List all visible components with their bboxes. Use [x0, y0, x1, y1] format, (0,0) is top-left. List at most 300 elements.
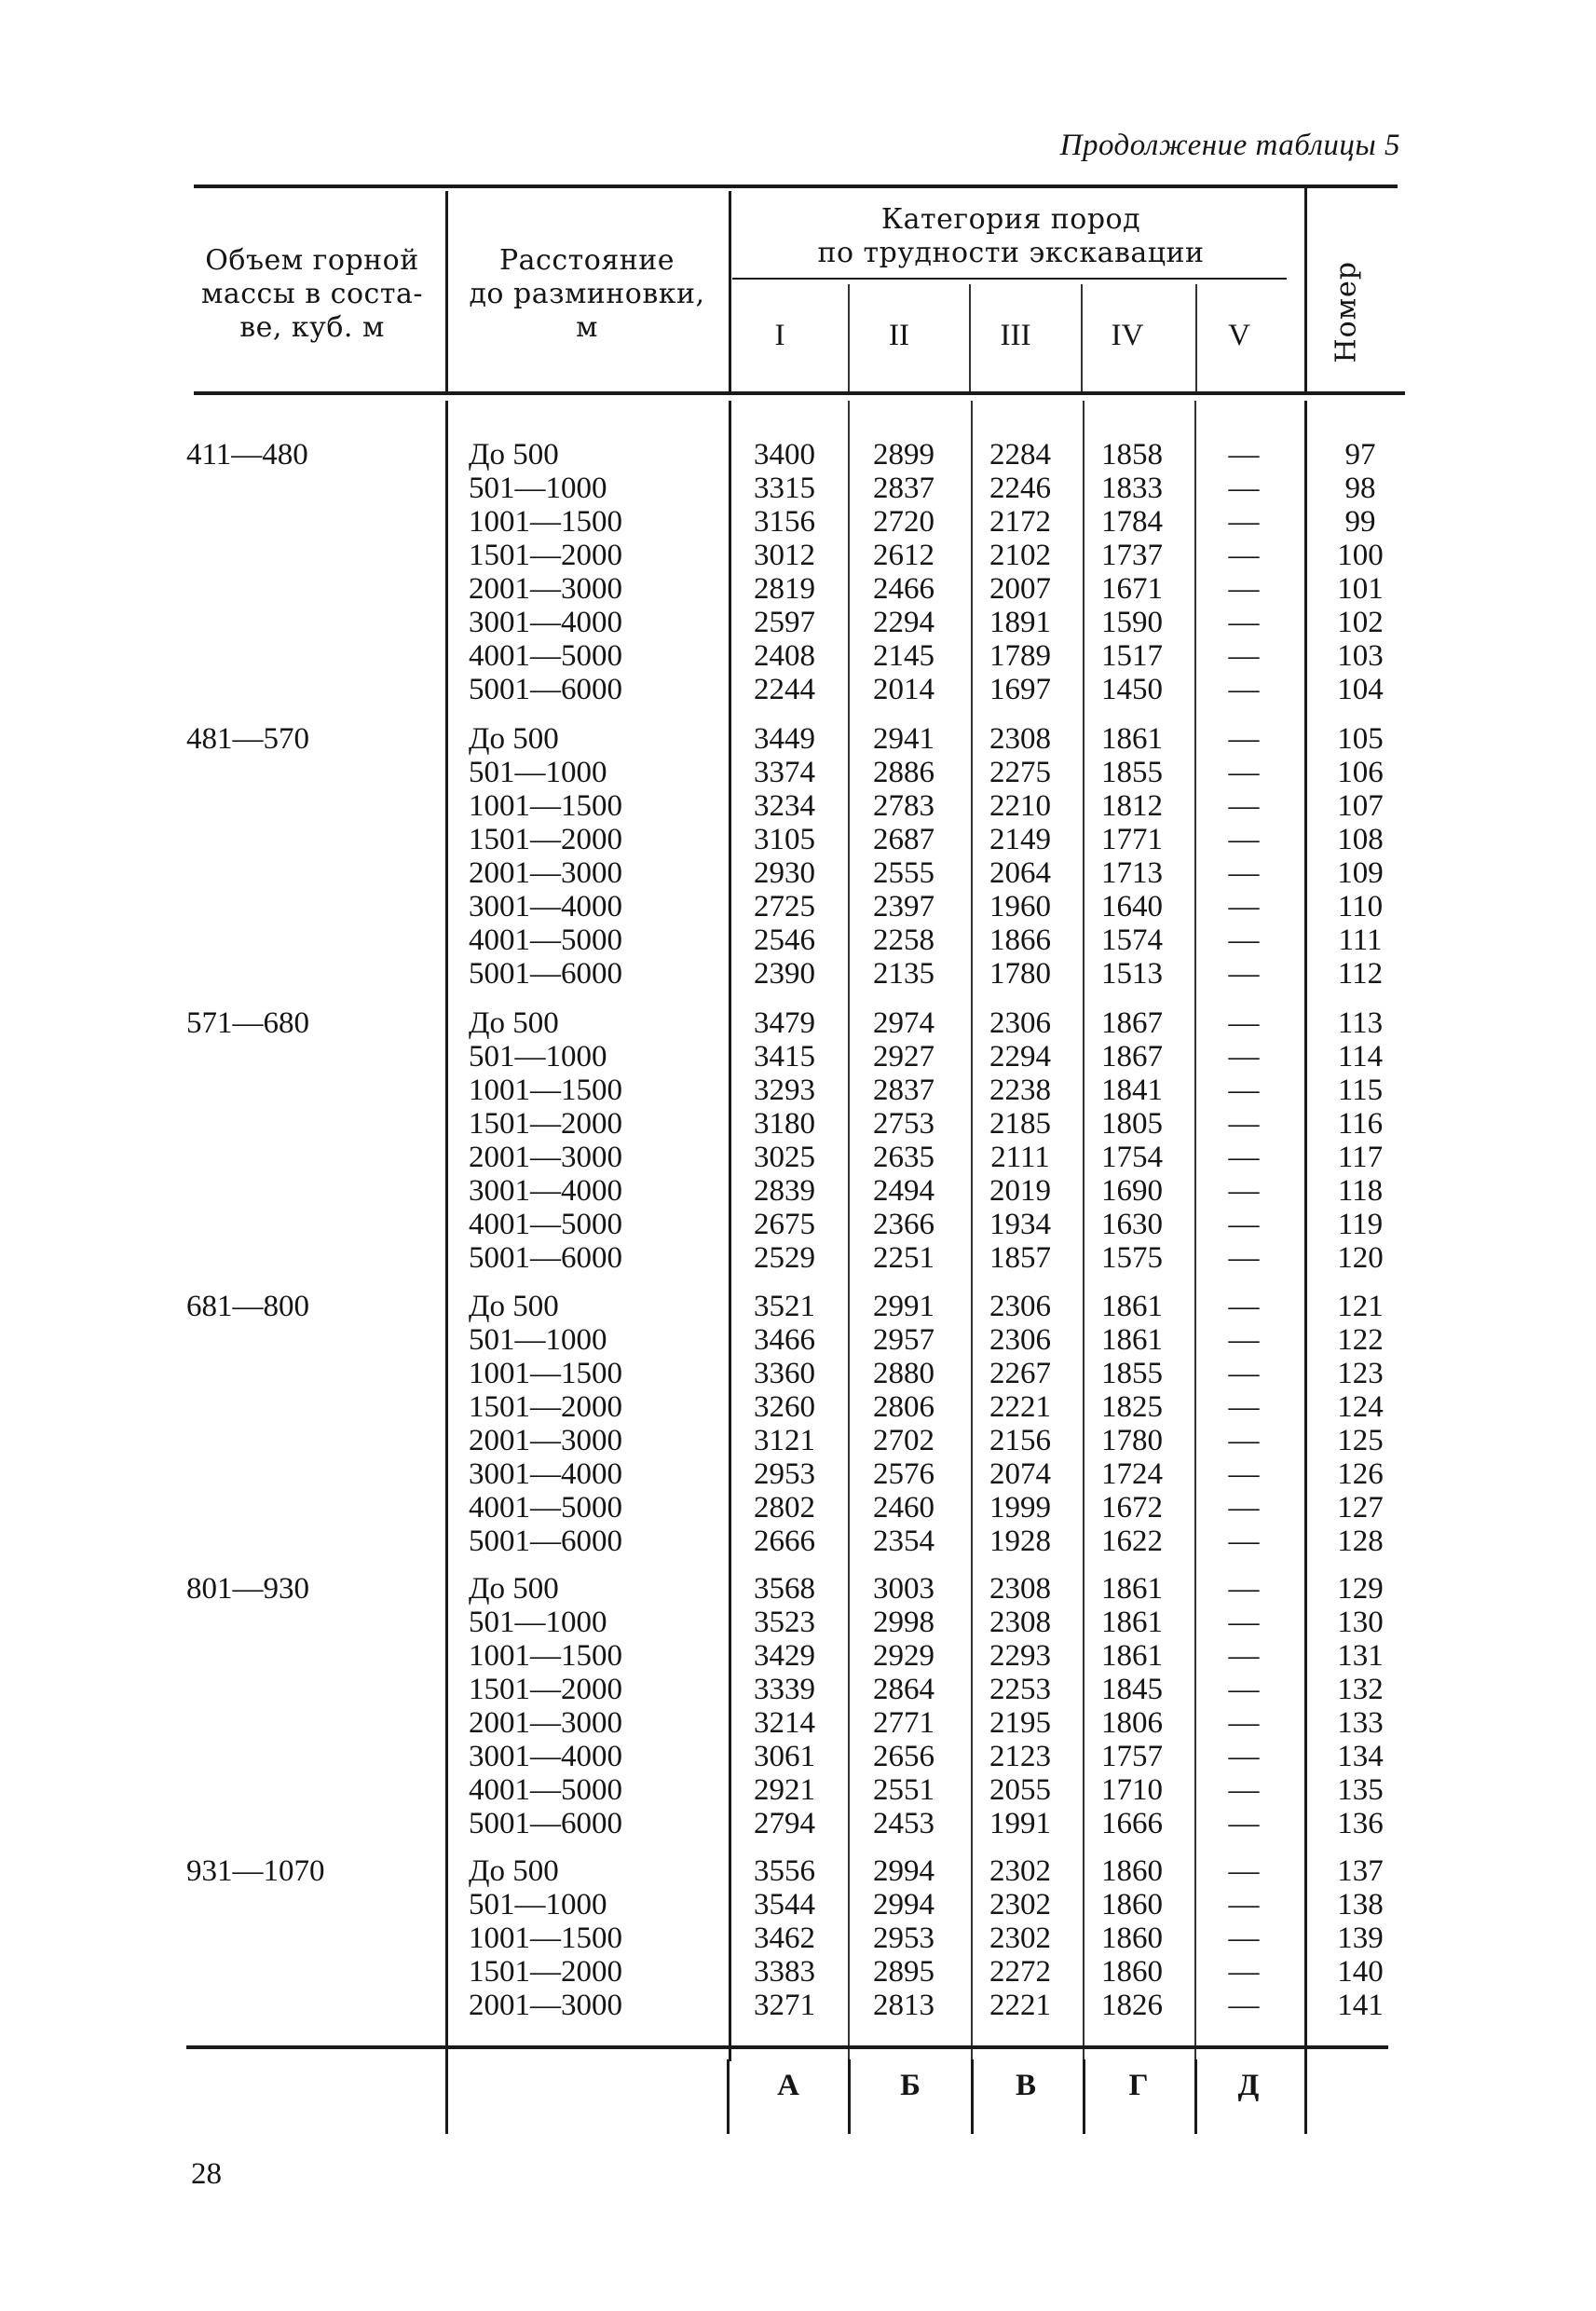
cat-i-cell: 3315 — [754, 472, 815, 505]
cat-v-cell: — — [1228, 890, 1260, 923]
cat-v-cell: — — [1228, 1357, 1260, 1390]
distance-cell: 501—1000 — [469, 1888, 607, 1921]
cat-iv-cell: 1825 — [1101, 1390, 1163, 1424]
cat-ii-cell: 2135 — [873, 957, 934, 991]
table-row — [186, 722, 1398, 756]
cat-iv-cell: 1861 — [1101, 1290, 1163, 1323]
cat-iv-cell: 1861 — [1101, 1572, 1163, 1606]
distance-cell: 4001—5000 — [469, 1773, 622, 1807]
cat-ii-cell: 2957 — [873, 1323, 934, 1357]
footer-letter-v: В — [1015, 2069, 1036, 2102]
cat-v-cell: — — [1228, 1673, 1260, 1706]
distance-cell: 5001—6000 — [469, 1807, 622, 1840]
cat-v-cell: — — [1228, 823, 1260, 856]
cat-v-cell: — — [1228, 1854, 1260, 1888]
cat-iv-cell: 1841 — [1101, 1073, 1163, 1107]
cat-iii-cell: 2074 — [989, 1457, 1051, 1491]
cat-i-cell: 2408 — [754, 639, 815, 673]
cat-iii-cell: 1780 — [989, 957, 1051, 991]
table-top-rule — [194, 185, 1398, 188]
table-caption: Продолжение таблицы 5 — [1059, 129, 1400, 162]
cat-ii-cell: 2656 — [873, 1740, 934, 1773]
cat-iii-cell: 2267 — [989, 1357, 1051, 1390]
cat-v-cell: — — [1228, 572, 1260, 606]
table-row — [186, 1390, 1398, 1424]
table-row — [186, 1740, 1398, 1773]
cat-iii-cell: 1960 — [989, 890, 1051, 923]
cat-iii-cell: 2246 — [989, 472, 1051, 505]
row-number-cell: 120 — [1337, 1241, 1384, 1275]
cat-v-cell: — — [1228, 1006, 1260, 1040]
cat-ii-cell: 2354 — [873, 1525, 934, 1558]
cat-ii-cell: 2941 — [873, 722, 934, 756]
cat-v-cell: — — [1228, 639, 1260, 673]
cat-v-cell: — — [1228, 1107, 1260, 1141]
cat-v-cell: — — [1228, 1141, 1260, 1174]
cat-col-header-iv: IV — [1111, 319, 1144, 352]
row-number-cell: 123 — [1337, 1357, 1384, 1390]
cat-i-cell: 3105 — [754, 823, 815, 856]
cat-i-cell: 2930 — [754, 856, 815, 890]
cat-ii-cell: 2576 — [873, 1457, 934, 1491]
cat-ii-cell: 2813 — [873, 1989, 934, 2022]
footer-divider-number — [1304, 2059, 1307, 2134]
cat-i-cell: 3462 — [754, 1921, 815, 1955]
cat-i-cell: 2244 — [754, 673, 815, 706]
table-row — [186, 1040, 1398, 1073]
cat-ii-cell: 2927 — [873, 1040, 934, 1073]
row-number-cell: 135 — [1337, 1773, 1384, 1807]
row-number-cell: 113 — [1337, 1006, 1384, 1040]
row-number-cell: 111 — [1338, 923, 1383, 957]
row-number-cell: 140 — [1337, 1955, 1384, 1989]
row-number-cell: 103 — [1337, 639, 1384, 673]
cat-iv-cell: 1671 — [1101, 572, 1163, 606]
cat-i-cell: 2794 — [754, 1807, 815, 1840]
distance-cell: 501—1000 — [469, 1606, 607, 1639]
cat-v-cell: — — [1228, 1174, 1260, 1208]
table-row — [186, 1290, 1398, 1323]
cat-iv-cell: 1630 — [1101, 1208, 1163, 1241]
table-row — [186, 1955, 1398, 1989]
cat-ii-cell: 2837 — [873, 472, 934, 505]
cat-iii-cell: 1928 — [989, 1525, 1051, 1558]
row-number-cell: 117 — [1337, 1141, 1384, 1174]
cat-iii-cell: 2221 — [989, 1390, 1051, 1424]
cat-ii-cell: 2460 — [873, 1491, 934, 1525]
cat-iv-cell: 1861 — [1101, 1606, 1163, 1639]
cat-i-cell: 2802 — [754, 1491, 815, 1525]
table-row — [186, 1673, 1398, 1706]
cat-v-cell: — — [1228, 1390, 1260, 1424]
cat-v-cell: — — [1228, 1639, 1260, 1673]
footer-divider-volume — [445, 2059, 448, 2134]
cat-iii-cell: 1789 — [989, 639, 1051, 673]
row-number-cell: 102 — [1337, 606, 1384, 639]
cat-ii-cell: 2886 — [873, 756, 934, 789]
row-number-cell: 130 — [1337, 1606, 1384, 1639]
cat-i-cell: 3360 — [754, 1357, 815, 1390]
table-row — [186, 1174, 1398, 1208]
table-row — [186, 1073, 1398, 1107]
category-header-line: Категория пород — [880, 203, 1141, 236]
cat-i-cell: 3383 — [754, 1955, 815, 1989]
distance-cell: 1501—2000 — [469, 1955, 622, 1989]
cat-ii-cell: 2466 — [873, 572, 934, 606]
cat-v-cell: — — [1228, 539, 1260, 572]
col-divider-iii — [1081, 284, 1083, 391]
page-number: 28 — [191, 2157, 222, 2191]
table-row — [186, 539, 1398, 572]
distance-cell: 1001—1500 — [469, 789, 622, 823]
category-header-line: по трудности экскавации — [817, 237, 1205, 269]
cat-iii-cell: 2111 — [990, 1141, 1050, 1174]
cat-iv-cell: 1860 — [1101, 1955, 1163, 1989]
cat-v-cell: — — [1228, 1888, 1260, 1921]
distance-cell: 5001—6000 — [469, 673, 622, 706]
cat-ii-cell: 2453 — [873, 1807, 934, 1840]
cat-iii-cell: 2284 — [989, 438, 1051, 472]
cat-i-cell: 3374 — [754, 756, 815, 789]
footer-letter-a: А — [777, 2069, 799, 2102]
row-number-cell: 114 — [1337, 1040, 1384, 1073]
row-number-cell: 97 — [1344, 438, 1376, 472]
cat-iv-cell: 1867 — [1101, 1006, 1163, 1040]
cat-col-header-iii: III — [1000, 319, 1031, 352]
distance-cell: 2001—3000 — [469, 1989, 622, 2022]
cat-iv-cell: 1690 — [1101, 1174, 1163, 1208]
cat-i-cell: 3479 — [754, 1006, 815, 1040]
cat-i-cell: 3260 — [754, 1390, 815, 1424]
cat-iii-cell: 2221 — [989, 1989, 1051, 2022]
distance-cell: 1001—1500 — [469, 1639, 622, 1673]
table-row — [186, 639, 1398, 673]
distance-cell: До 500 — [469, 438, 559, 472]
distance-cell: 501—1000 — [469, 472, 607, 505]
cat-iii-cell: 1857 — [989, 1241, 1051, 1275]
cat-i-cell: 3544 — [754, 1888, 815, 1921]
cat-ii-cell: 2771 — [873, 1706, 934, 1740]
cat-v-cell: — — [1228, 1773, 1260, 1807]
table-row — [186, 673, 1398, 706]
cat-ii-cell: 2551 — [873, 1773, 934, 1807]
cat-iv-cell: 1666 — [1101, 1807, 1163, 1840]
cat-iv-cell: 1737 — [1101, 539, 1163, 572]
table-row — [186, 1457, 1398, 1491]
row-number-cell: 107 — [1337, 789, 1384, 823]
table-row — [186, 1888, 1398, 1921]
cat-v-cell: — — [1228, 1323, 1260, 1357]
row-number-cell: 122 — [1337, 1323, 1384, 1357]
footer-divider-i — [848, 2059, 851, 2134]
col-divider-number — [1304, 186, 1307, 391]
cat-iii-cell: 1999 — [989, 1491, 1051, 1525]
table-row — [186, 789, 1398, 823]
cat-ii-cell: 2974 — [873, 1006, 934, 1040]
cat-i-cell: 2819 — [754, 572, 815, 606]
cat-i-cell: 3415 — [754, 1040, 815, 1073]
cat-iii-cell: 2195 — [989, 1706, 1051, 1740]
cat-i-cell: 3556 — [754, 1854, 815, 1888]
table-row — [186, 1208, 1398, 1241]
cat-iv-cell: 1724 — [1101, 1457, 1163, 1491]
cat-iv-cell: 1757 — [1101, 1740, 1163, 1773]
table-row — [186, 1706, 1398, 1740]
row-number-cell: 118 — [1337, 1174, 1384, 1208]
cat-v-cell: — — [1228, 472, 1260, 505]
distance-cell: 5001—6000 — [469, 1241, 622, 1275]
table-row — [186, 1141, 1398, 1174]
cat-ii-cell: 2702 — [873, 1424, 934, 1457]
distance-cell: 1001—1500 — [469, 505, 622, 539]
cat-v-cell: — — [1228, 722, 1260, 756]
distance-cell: 1001—1500 — [469, 1357, 622, 1390]
cat-i-cell: 2675 — [754, 1208, 815, 1241]
distance-cell: До 500 — [469, 1854, 559, 1888]
table-row — [186, 1357, 1398, 1390]
footer-divider-ii — [971, 2059, 974, 2134]
cat-v-cell: — — [1228, 856, 1260, 890]
distance-cell: 5001—6000 — [469, 957, 622, 991]
cat-ii-cell: 3003 — [873, 1572, 934, 1606]
row-number-cell: 104 — [1337, 673, 1384, 706]
col-divider-ii — [969, 284, 971, 391]
table-row — [186, 1989, 1398, 2022]
row-number-cell: 138 — [1337, 1888, 1384, 1921]
row-number-cell: 105 — [1337, 722, 1384, 756]
cat-iv-cell: 1771 — [1101, 823, 1163, 856]
row-number-cell: 98 — [1344, 472, 1376, 505]
cat-i-cell: 3449 — [754, 722, 815, 756]
cat-i-cell: 3400 — [754, 438, 815, 472]
cat-ii-cell: 2251 — [873, 1241, 934, 1275]
row-number-cell: 110 — [1337, 890, 1384, 923]
cat-i-cell: 3466 — [754, 1323, 815, 1357]
cat-iii-cell: 2308 — [989, 1572, 1051, 1606]
cat-i-cell: 3214 — [754, 1706, 815, 1740]
cat-ii-cell: 2994 — [873, 1854, 934, 1888]
cat-v-cell: — — [1228, 1921, 1260, 1955]
cat-iv-cell: 1858 — [1101, 438, 1163, 472]
cat-iii-cell: 1891 — [989, 606, 1051, 639]
distance-cell: 4001—5000 — [469, 1491, 622, 1525]
volume-label: 801—930 — [186, 1572, 309, 1606]
distance-cell: 3001—4000 — [469, 1457, 622, 1491]
distance-cell: 1501—2000 — [469, 1390, 622, 1424]
cat-v-cell: — — [1228, 1457, 1260, 1491]
row-number-cell: 126 — [1337, 1457, 1384, 1491]
cat-iii-cell: 2272 — [989, 1955, 1051, 1989]
cat-ii-cell: 2895 — [873, 1955, 934, 1989]
table-row — [186, 756, 1398, 789]
distance-header-line: Расстояние — [498, 244, 675, 277]
footer-letter-d: Д — [1237, 2069, 1260, 2102]
distance-header-line: до разминовки, — [469, 278, 705, 310]
cat-v-cell: — — [1228, 438, 1260, 472]
distance-cell: 2001—3000 — [469, 1706, 622, 1740]
cat-i-cell: 2839 — [754, 1174, 815, 1208]
distance-cell: 4001—5000 — [469, 639, 622, 673]
cat-ii-cell: 2555 — [873, 856, 934, 890]
cat-iii-cell: 2156 — [989, 1424, 1051, 1457]
cat-iv-cell: 1860 — [1101, 1854, 1163, 1888]
cat-ii-cell: 2366 — [873, 1208, 934, 1241]
cat-i-cell: 3568 — [754, 1572, 815, 1606]
table-row — [186, 923, 1398, 957]
cat-ii-cell: 2998 — [873, 1606, 934, 1639]
cat-iii-cell: 2102 — [989, 539, 1051, 572]
cat-i-cell: 3156 — [754, 505, 815, 539]
cat-iii-cell: 2253 — [989, 1673, 1051, 1706]
distance-cell: 501—1000 — [469, 1323, 607, 1357]
cat-ii-cell: 2397 — [873, 890, 934, 923]
distance-cell: 3001—4000 — [469, 606, 622, 639]
cat-v-cell: — — [1228, 1606, 1260, 1639]
cat-i-cell: 3339 — [754, 1673, 815, 1706]
table-row — [186, 1491, 1398, 1525]
table-row — [186, 1639, 1398, 1673]
footer-letter-g: Г — [1128, 2069, 1149, 2102]
cat-i-cell: 3180 — [754, 1107, 815, 1141]
distance-cell: 1001—1500 — [469, 1073, 622, 1107]
cat-iii-cell: 2306 — [989, 1323, 1051, 1357]
table-row — [186, 505, 1398, 539]
cat-iii-cell: 2294 — [989, 1040, 1051, 1073]
cat-ii-cell: 2494 — [873, 1174, 934, 1208]
cat-iv-cell: 1833 — [1101, 472, 1163, 505]
table-row — [186, 1773, 1398, 1807]
cat-iii-cell: 2308 — [989, 722, 1051, 756]
row-number-cell: 125 — [1337, 1424, 1384, 1457]
cat-ii-cell: 2899 — [873, 438, 934, 472]
table-row — [186, 823, 1398, 856]
row-number-cell: 112 — [1337, 957, 1384, 991]
cat-iii-cell: 2055 — [989, 1773, 1051, 1807]
cat-ii-cell: 2929 — [873, 1639, 934, 1673]
table-row — [186, 1921, 1398, 1955]
distance-cell: 3001—4000 — [469, 1174, 622, 1208]
volume-label: 931—1070 — [186, 1854, 325, 1888]
table-row — [186, 1006, 1398, 1040]
distance-cell: 1501—2000 — [469, 1673, 622, 1706]
row-number-cell: 137 — [1337, 1854, 1384, 1888]
cat-v-cell: — — [1228, 1040, 1260, 1073]
table-row — [186, 957, 1398, 991]
footer-divider-iii — [1083, 2059, 1085, 2134]
col-divider-i — [848, 284, 850, 391]
cat-ii-cell: 2258 — [873, 923, 934, 957]
cat-iv-cell: 1780 — [1101, 1424, 1163, 1457]
cat-iii-cell: 2306 — [989, 1006, 1051, 1040]
table-row — [186, 1424, 1398, 1457]
cat-v-cell: — — [1228, 1424, 1260, 1457]
cat-v-cell: — — [1228, 789, 1260, 823]
table-row — [186, 890, 1398, 923]
cat-ii-cell: 2720 — [873, 505, 934, 539]
cat-iv-cell: 1855 — [1101, 1357, 1163, 1390]
distance-cell: 2001—3000 — [469, 1424, 622, 1457]
table-row — [186, 438, 1398, 472]
cat-ii-cell: 2635 — [873, 1141, 934, 1174]
table-row — [186, 1323, 1398, 1357]
cat-i-cell: 2546 — [754, 923, 815, 957]
cat-iv-cell: 1861 — [1101, 1639, 1163, 1673]
cat-iv-cell: 1640 — [1101, 890, 1163, 923]
cat-iv-cell: 1805 — [1101, 1107, 1163, 1141]
row-number-cell: 116 — [1337, 1107, 1384, 1141]
distance-cell: 1501—2000 — [469, 823, 622, 856]
row-number-cell: 132 — [1337, 1673, 1384, 1706]
distance-cell: 3001—4000 — [469, 1740, 622, 1773]
category-header-rule — [732, 278, 1287, 280]
cat-iv-cell: 1710 — [1101, 1773, 1163, 1807]
cat-iv-cell: 1574 — [1101, 923, 1163, 957]
cat-iii-cell: 2302 — [989, 1888, 1051, 1921]
row-number-cell: 139 — [1337, 1921, 1384, 1955]
col-divider-distance — [729, 191, 731, 394]
cat-iii-cell: 2064 — [989, 856, 1051, 890]
distance-cell: 1501—2000 — [469, 539, 622, 572]
cat-iii-cell: 2007 — [989, 572, 1051, 606]
distance-cell: 4001—5000 — [469, 923, 622, 957]
distance-cell: 2001—3000 — [469, 1141, 622, 1174]
table-row — [186, 1606, 1398, 1639]
distance-cell: До 500 — [469, 1290, 559, 1323]
distance-header-line: м — [576, 311, 598, 344]
row-number-cell: 133 — [1337, 1706, 1384, 1740]
row-number-cell: 124 — [1337, 1390, 1384, 1424]
cat-v-cell: — — [1228, 1241, 1260, 1275]
cat-iii-cell: 2123 — [989, 1740, 1051, 1773]
row-number-cell: 115 — [1337, 1073, 1384, 1107]
cat-iii-cell: 2275 — [989, 756, 1051, 789]
cat-ii-cell: 2612 — [873, 539, 934, 572]
distance-cell: 1501—2000 — [469, 1107, 622, 1141]
cat-v-cell: — — [1228, 1290, 1260, 1323]
footer-divider-iv — [1194, 2059, 1197, 2134]
cat-i-cell: 3293 — [754, 1073, 815, 1107]
volume-label: 481—570 — [186, 722, 309, 756]
row-number-cell: 129 — [1337, 1572, 1384, 1606]
distance-cell: 501—1000 — [469, 1040, 607, 1073]
cat-i-cell: 3234 — [754, 789, 815, 823]
row-number-cell: 101 — [1337, 572, 1384, 606]
distance-cell: До 500 — [469, 1572, 559, 1606]
row-number-cell: 136 — [1337, 1807, 1384, 1840]
distance-cell: 3001—4000 — [469, 890, 622, 923]
cat-iv-cell: 1754 — [1101, 1141, 1163, 1174]
table-row — [186, 1241, 1398, 1275]
cat-v-cell: — — [1228, 1491, 1260, 1525]
table-row — [186, 606, 1398, 639]
row-number-cell: 128 — [1337, 1525, 1384, 1558]
volume-label: 571—680 — [186, 1006, 309, 1040]
volume-header-line: массы в соста- — [201, 278, 423, 310]
cat-i-cell: 3521 — [754, 1290, 815, 1323]
cat-i-cell: 2725 — [754, 890, 815, 923]
cat-iii-cell: 2306 — [989, 1290, 1051, 1323]
cat-i-cell: 3523 — [754, 1606, 815, 1639]
table-row — [186, 1525, 1398, 1558]
col-divider-volume — [445, 191, 448, 394]
table-row — [186, 1572, 1398, 1606]
footer-letter-b: Б — [900, 2069, 921, 2102]
cat-i-cell: 2597 — [754, 606, 815, 639]
cat-iii-cell: 2019 — [989, 1174, 1051, 1208]
distance-cell: 5001—6000 — [469, 1525, 622, 1558]
header-bottom-rule — [194, 391, 1405, 395]
cat-iv-cell: 1855 — [1101, 756, 1163, 789]
